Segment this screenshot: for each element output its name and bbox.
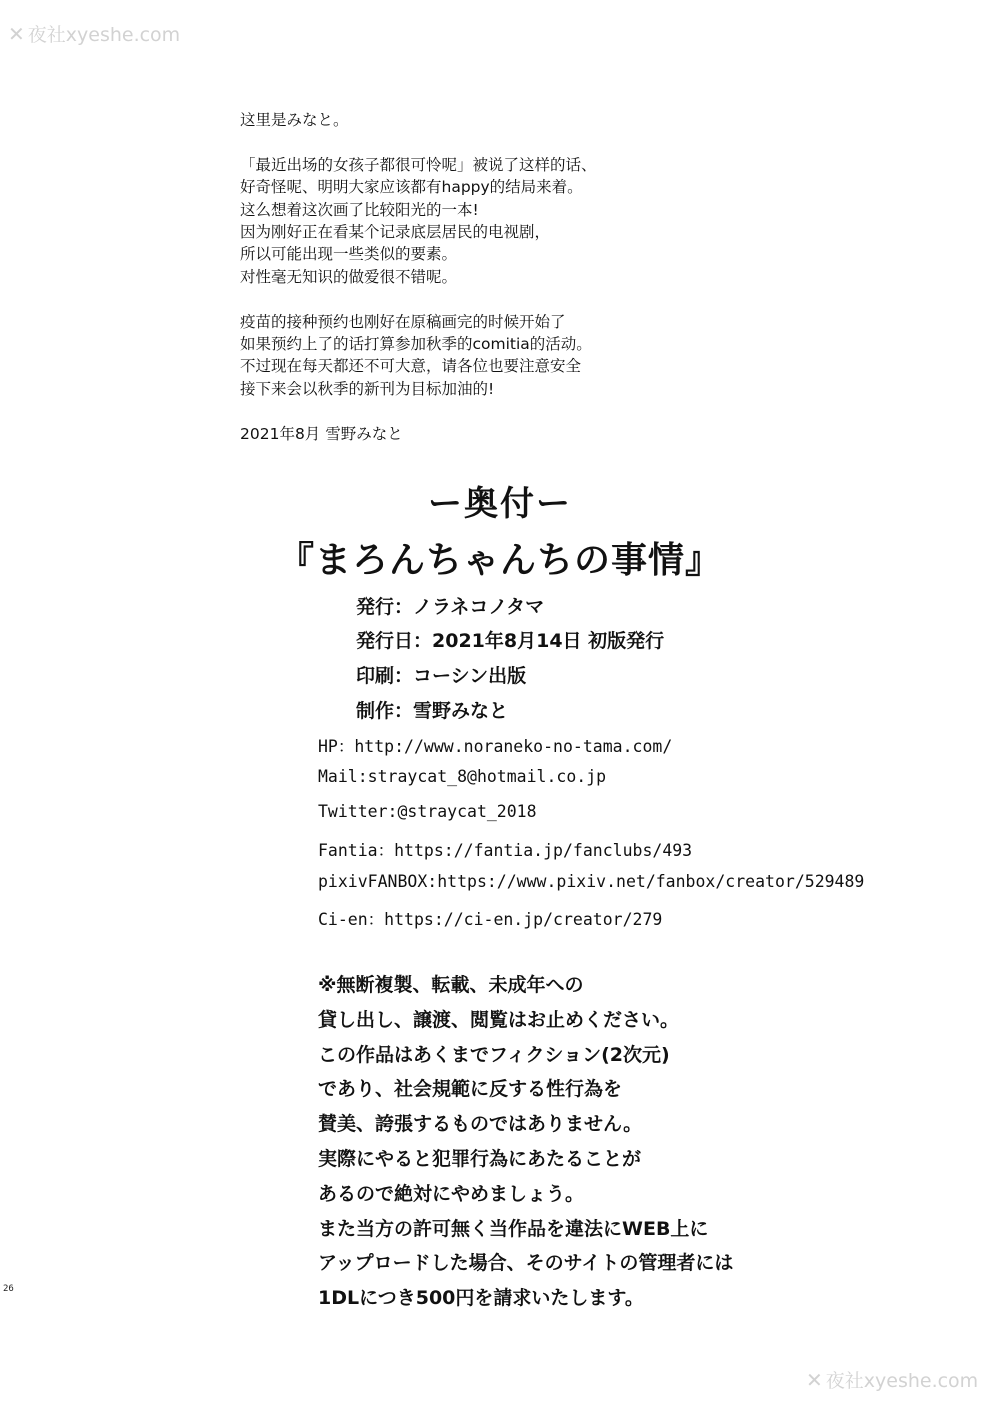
x-logo-icon: ✕ [806, 1367, 823, 1392]
afterword-line: 如果预约上了的话打算参加秋季的comitia的活动。 [240, 335, 592, 354]
legal-notice [318, 968, 733, 1316]
afterword-line: 好奇怪呢、明明大家应该都有happy的结局来着。 [240, 178, 583, 197]
afterword [240, 109, 597, 445]
notice-line: 貸し出し、譲渡、閲覧はお止めください。 [318, 1008, 680, 1031]
link-mail: Mail:straycat_8@hotmail.co.jp [318, 767, 607, 786]
afterword-line: 「最近出场的女孩子都很可怜呢」被说了这样的话、 [240, 155, 597, 174]
x-logo-icon: ✕ [8, 21, 25, 46]
notice-line: であり、社会規範に反する性行為を [318, 1078, 623, 1101]
watermark-bottom [806, 1366, 978, 1393]
afterword-line: 对性毫无知识的做爱很不错呢。 [240, 267, 458, 286]
link-fantia: Fantia：https://fantia.jp/fanclubs/493 [318, 841, 693, 860]
paragraph-gap [240, 400, 597, 422]
link-homepage: HP：http://www.noraneko-no-tama.com/ [318, 737, 673, 756]
afterword-signature: 2021年8月 雪野みなと [240, 424, 403, 443]
watermark-top [8, 20, 180, 47]
link-twitter: Twitter:@straycat_2018 [318, 802, 537, 821]
watermark-text: 夜社xyeshe.com [825, 1370, 979, 1392]
paragraph-gap [240, 288, 597, 310]
link-fanbox: pixivFANBOX:https://www.pixiv.net/fanbox/creator/529489 [318, 872, 865, 891]
paragraph-gap [240, 131, 597, 153]
info-publisher: 発行：ノラネコノタマ [356, 596, 545, 618]
notice-line: 賛美、誇張するものではありません。 [318, 1113, 643, 1136]
notice-line: また当方の許可無く当作品を違法にWEB上に [318, 1217, 709, 1240]
afterword-line: 这里是みなと。 [240, 111, 349, 129]
notice-line: アップロードした場合、そのサイトの管理者には [318, 1252, 734, 1275]
page-number: 26 [3, 1284, 14, 1294]
link-cien: Ci-en：https://ci-en.jp/creator/279 [318, 910, 663, 929]
info-printer: 印刷：コーシン出版 [356, 665, 527, 687]
afterword-line: 所以可能出现一些类似的要素。 [240, 245, 458, 264]
colophon-heading: ー奥付ー [428, 484, 572, 524]
afterword-line: 疫苗的接种预约也刚好在原稿画完的时候开始了 [240, 312, 566, 331]
afterword-line: 接下来会以秋季的新刊为目标加油的! [240, 379, 495, 398]
book-title: 『まろんちゃんちの事情』 [277, 540, 722, 581]
notice-line: この作品はあくまでフィクション(2次元) [318, 1043, 670, 1066]
notice-line: 実際にやると犯罪行為にあたることが [318, 1147, 642, 1170]
notice-line: ※無断複製、転載、未成年への [318, 974, 584, 996]
afterword-line: 不过现在每天都还不可大意，请各位也要注意安全 [240, 357, 582, 376]
afterword-line: 因为刚好正在看某个记录底层居民的电视剧， [240, 223, 551, 242]
notice-line: あるので絶対にやめましょう。 [318, 1182, 585, 1205]
notice-line: 1DLにつき500円を請求いたします。 [318, 1287, 644, 1310]
info-author: 制作：雪野みなと [356, 700, 509, 722]
afterword-line: 这么想着这次画了比较阳光的一本! [240, 200, 479, 219]
info-date: 発行日：2021年8月14日 初版発行 [356, 630, 665, 652]
watermark-text: 夜社xyeshe.com [27, 24, 181, 46]
